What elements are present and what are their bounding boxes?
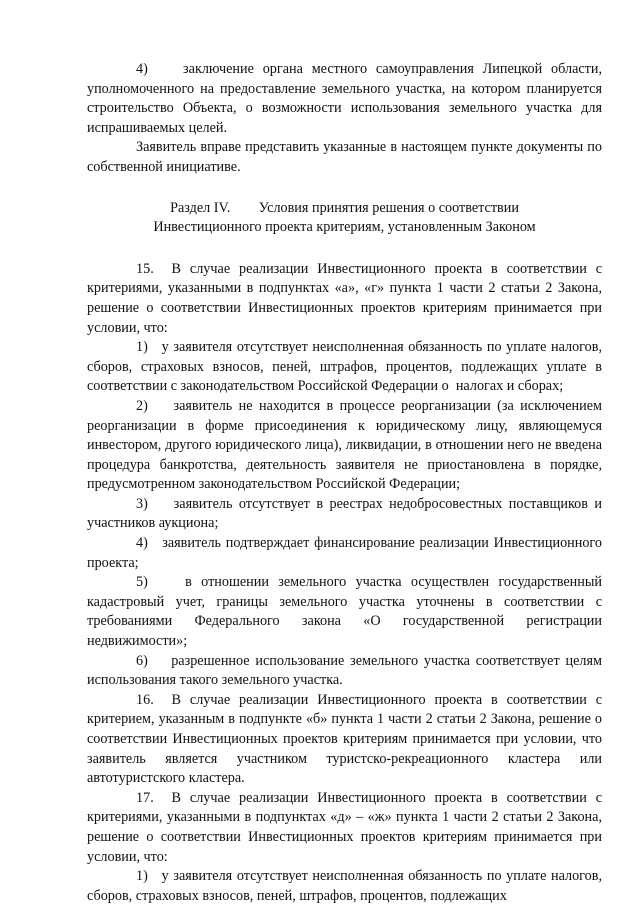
paragraph-17-item-1: 1) у заявителя отсутствует неисполненная обязанность по уплате налогов, сборов, страховых взносов, пеней, штрафов, процентов, подлежащих <box>87 868 602 904</box>
paragraph-15-item-1: 1) у заявителя отсутствует неисполненная обязанность по уплате налогов, сборов, страховых взносов, пеней, штрафов, процентов, подлежащих уплате в соответствии с законодательством Российской Федерации о налогах и сборах; <box>87 339 602 395</box>
paragraph-17: 17. В случае реализации Инвестиционного проекта в соответствии с критериями, указанными в подпунктах «д» – «ж» пункта 1 части 2 статьи 2 Закона, решение о соответствии Инвестиционных проектов критериям принимается при условии, что: <box>87 789 602 865</box>
paragraph-own-initiative: Заявитель вправе представить указанные в настоящем пункте документы по собственной инициативе. <box>87 139 602 175</box>
paragraph-16: 16. В случае реализации Инвестиционного проекта в соответствии с критерием, указанным в подпункте «б» пункта 1 части 2 статьи 2 Закона, решение о соответствии Инвестиционных проектов критериям принимается при условии, что заявитель является участником туристско-рекреационного кластера или автотуристского кластера. <box>87 691 602 787</box>
paragraph-15-item-2: 2) заявитель не находится в процессе реорганизации (за исключением реорганизации в форме присоединения к юридическому лицу, являющемуся инвестором, другого юридического лица), ликвидации, в отношении него не введена процедура банкротства, деятельность заявителя не приостановлена в порядке, предусмотренном законодательством Российской Федерации; <box>87 397 602 493</box>
paragraph-15-item-4: 4) заявитель подтверждает финансирование реализации Инвестиционного проекта; <box>87 535 602 571</box>
paragraph-15: 15. В случае реализации Инвестиционного проекта в соответствии с критериями, указанными в подпунктах «а», «г» пункта 1 части 2 статьи 2 Закона, решение о соответствии Инвестиционных проектов критериям принимается при условии, что: <box>87 260 602 336</box>
section-heading-line-2: Инвестиционного проекта критериям, установленным Законом <box>153 219 536 236</box>
section-heading-line-1: Раздел IV. Условия принятия решения о соответствии <box>170 199 519 216</box>
document-page <box>87 60 602 906</box>
paragraph-15-item-5: 5) в отношении земельного участка осуществлен государственный кадастровый учет, границы земельного участка уточнены в соответствии с требованиями Федерального закона «О государственной регистрации недвижимости»; <box>87 574 602 650</box>
paragraph-item-4-conclusion: 4) заключение органа местного самоуправления Липецкой области, уполномоченного на предоставление земельного участка, на котором планируется строительство Объекта, о возможности использования земельного участка для испрашиваемых целей. <box>87 61 602 136</box>
section-heading <box>87 199 602 238</box>
paragraph-15-item-6: 6) разрешенное использование земельного участка соответствует целям использования такого земельного участка. <box>87 652 602 689</box>
paragraph-15-item-3: 3) заявитель отсутствует в реестрах недобросовестных поставщиков и участников аукциона; <box>87 495 602 532</box>
